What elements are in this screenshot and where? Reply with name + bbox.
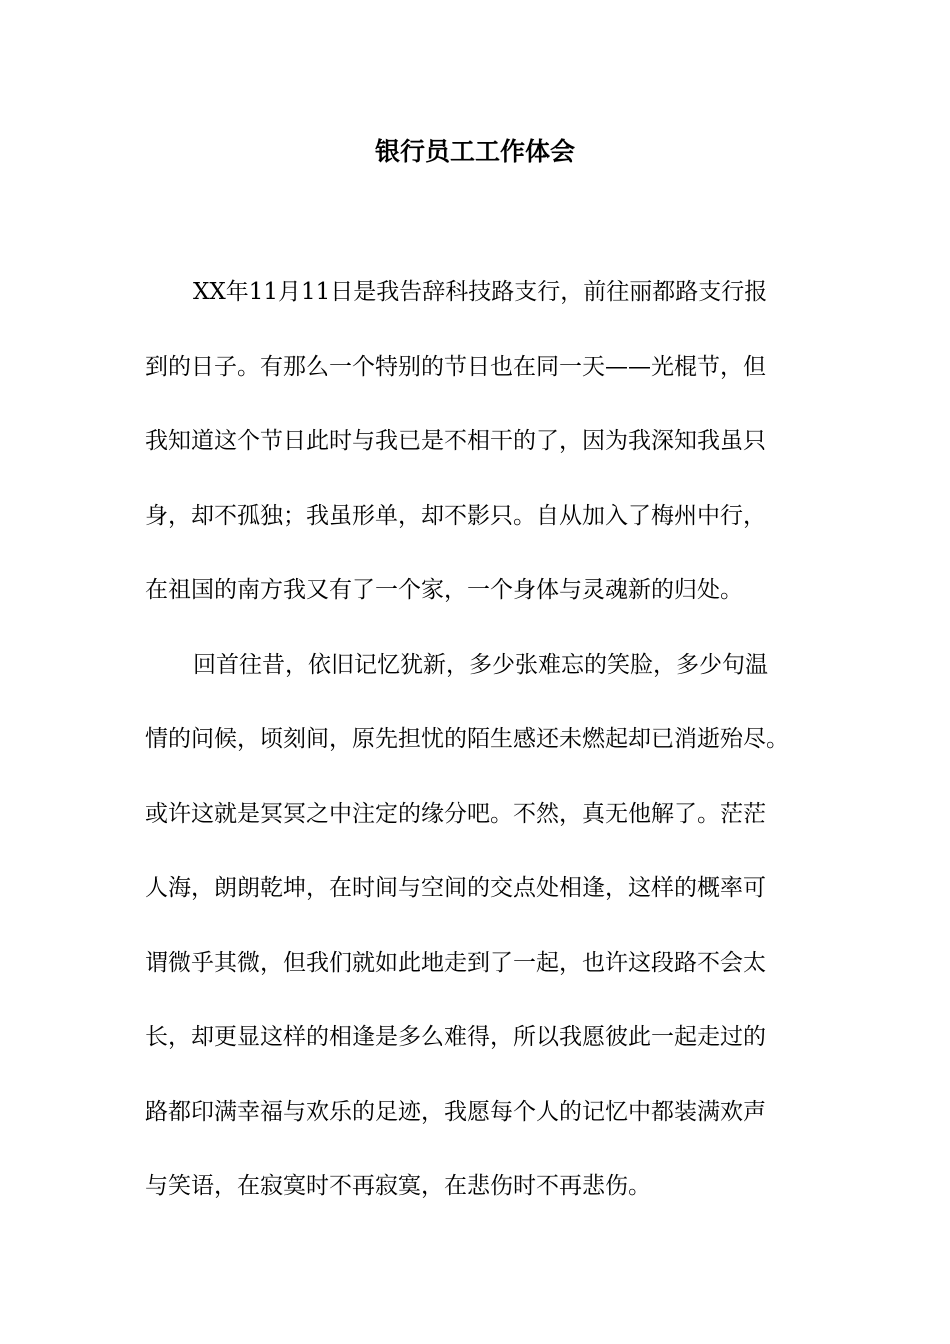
paragraph-line: 谓微乎其微，但我们就如此地走到了一起，也许这段路不会太 [145, 949, 766, 976]
paragraph-line: 我知道这个节日此时与我已是不相干的了，因为我深知我虽只 [145, 428, 766, 454]
paragraph-line: 情的问候，顷刻间，原先担忧的陌生感还未燃起却已消逝殆尽。 [145, 726, 789, 752]
paragraph-line: 到的日子。有那么一个特别的节日也在同一天——光棍节，但 [145, 353, 766, 380]
paragraph-line: 路都印满幸福与欢乐的足迹，我愿每个人的记忆中都装满欢声 [145, 1098, 766, 1125]
paragraph-line: XX年11月11日是我告辞科技路支行，前往丽都路支行报 [193, 279, 768, 305]
paragraph-line: 与笑语，在寂寞时不再寂寞，在悲伤时不再悲伤。 [145, 1173, 651, 1199]
paragraph-2 [145, 628, 805, 1224]
document-body [145, 255, 805, 1224]
paragraph-line: 长，却更显这样的相逢是多么难得，所以我愿彼此一起走过的 [145, 1024, 766, 1050]
paragraph-line: 在祖国的南方我又有了一个家，一个身体与灵魂新的归处。 [145, 577, 743, 603]
document-title: 银行员工工作体会 [374, 137, 575, 166]
paragraph-1 [145, 255, 805, 628]
paragraph-line: 回首往昔，依旧记忆犹新，多少张难忘的笑脸，多少句温 [193, 651, 768, 678]
paragraph-line: 身，却不孤独；我虽形单，却不影只。自从加入了梅州中行， [145, 502, 766, 529]
paragraph-line: 人海，朗朗乾坤，在时间与空间的交点处相逢，这样的概率可 [145, 875, 766, 901]
paragraph-line: 或许这就是冥冥之中注定的缘分吧。不然，真无他解了。茫茫 [145, 800, 766, 827]
